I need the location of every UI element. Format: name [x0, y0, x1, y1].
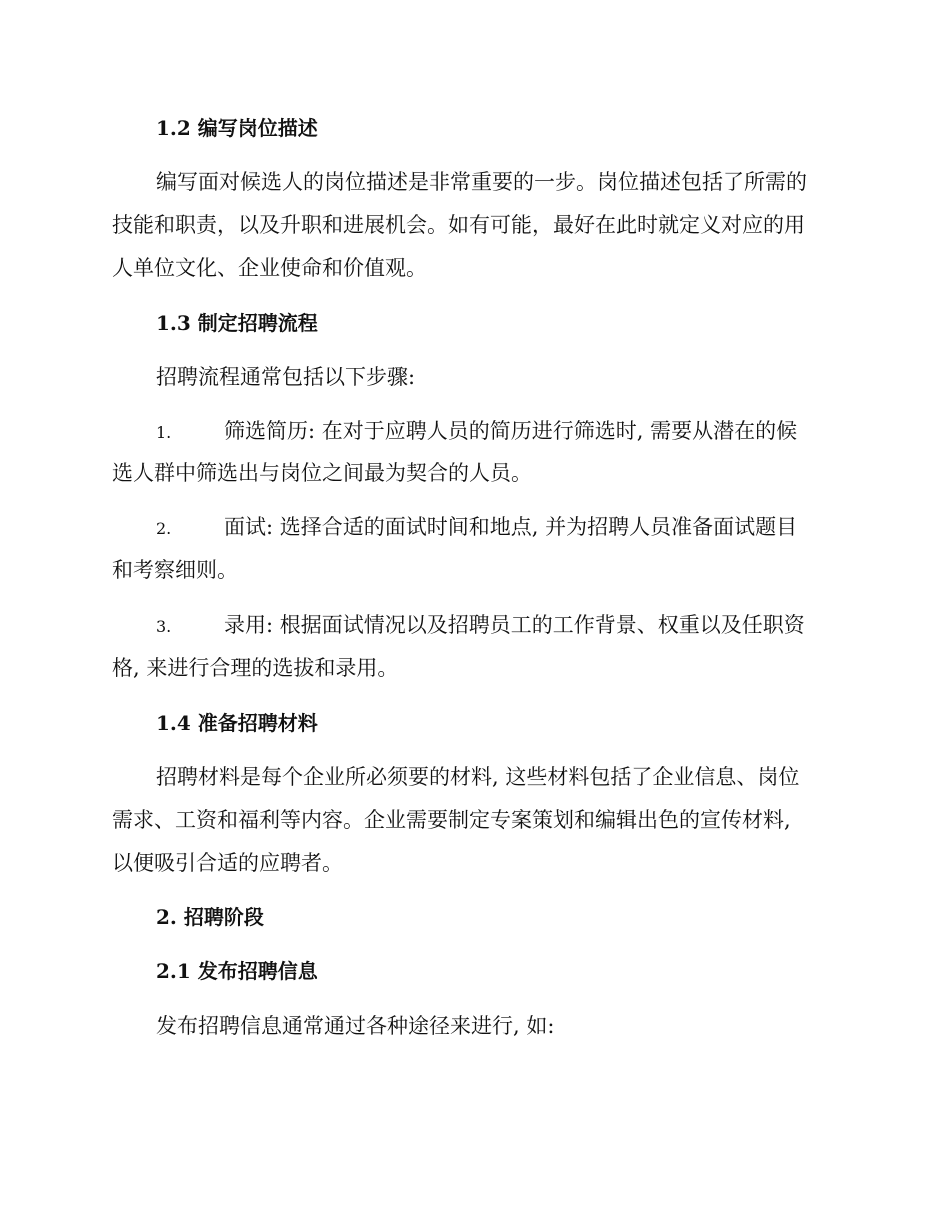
section-heading-2: 2. 招聘阶段 — [156, 905, 264, 929]
list-item-text: 和考察细则。 — [112, 558, 238, 582]
paragraph-line: 招聘流程通常包括以下步骤: — [156, 365, 416, 389]
list-number: 1. — [156, 423, 172, 442]
paragraph-line: 人单位文化、企业使命和价值观。 — [112, 256, 427, 280]
list-number: 2. — [156, 519, 172, 538]
list-item-text: 格, 来进行合理的选拔和录用。 — [112, 656, 399, 680]
section-heading-2-1: 2.1 发布招聘信息 — [156, 959, 318, 983]
list-item-text: 面试: 选择合适的面试时间和地点, 并为招聘人员准备面试题目 — [224, 515, 798, 539]
paragraph-line: 招聘材料是每个企业所必须要的材料, 这些材料包括了企业信息、岗位 — [156, 765, 800, 789]
paragraph-line: 需求、工资和福利等内容。企业需要制定专案策划和编辑出色的宣传材料, — [112, 808, 791, 832]
list-item-text: 筛选简历: 在对于应聘人员的简历进行筛选时, 需要从潜在的候 — [224, 419, 798, 443]
section-heading-1-3: 1.3 制定招聘流程 — [156, 311, 318, 335]
paragraph-line: 编写面对候选人的岗位描述是非常重要的一步。岗位描述包括了所需的 — [156, 170, 807, 194]
paragraph-line: 发布招聘信息通常通过各种途径来进行, 如: — [156, 1014, 555, 1038]
paragraph-line: 技能和职责，以及升职和进展机会。如有可能，最好在此时就定义对应的用 — [112, 213, 805, 237]
list-item-text: 录用: 根据面试情况以及招聘员工的工作背景、权重以及任职资 — [224, 613, 805, 637]
paragraph-line: 以便吸引合适的应聘者。 — [112, 851, 343, 875]
list-number: 3. — [156, 617, 172, 636]
section-heading-1-2: 1.2 编写岗位描述 — [156, 116, 318, 140]
list-item-text: 选人群中筛选出与岗位之间最为契合的人员。 — [112, 461, 532, 485]
section-heading-1-4: 1.4 准备招聘材料 — [156, 711, 318, 735]
